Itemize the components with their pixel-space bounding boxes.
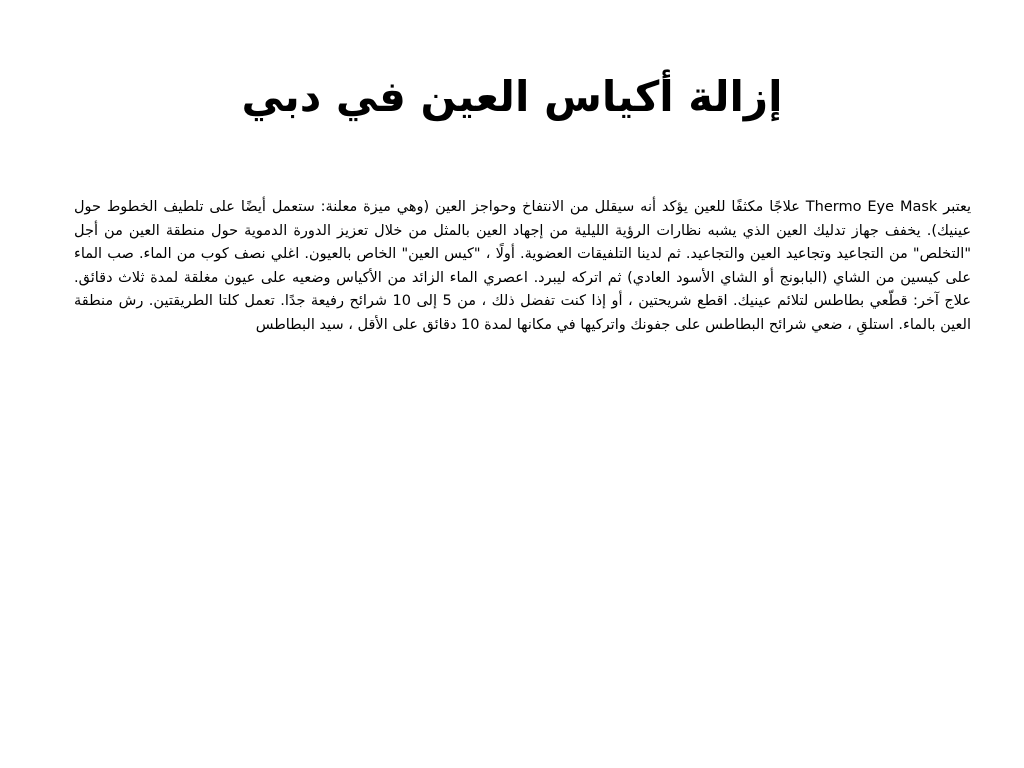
slide-title: إزالة أكياس العين في دبي — [241, 72, 783, 121]
slide-body-text: يعتبر Thermo Eye Mask علاجًا مكثفًا للعين يؤكد أنه سيقلل من الانتفاخ وحواجز العين (وهي ميزة معلنة: ستعمل أيضًا على تلطيف الخطوط حول عينيك). يخفف جهاز تدليك العين الذي يشبه نظارات الرؤية الليلية من إجهاد العين بالمثل من خلال تعزيز الدورة الدموية حول منطقة العين من أجل "التخلص" من التجاعيد وتجاعيد العين والتجاعيد. ثم لدينا التلفيقات العضوية. أولًا ، "كيس العين" الخاص بالعيون. اغلي نصف كوب من الماء. صب الماء على كيسين من الشاي (البابونج أو الشاي الأسود العادي) ثم اتركه ليبرد. اعصري الماء الزائد من الأكياس وضعيه على عيون مغلقة لمدة ثلاث دقائق. علاج آخر: قطّعي بطاطس لتلائم عينيك. اقطع شريحتين ، أو إذا كنت تفضل ذلك ، من 5 إلى 10 شرائح رفيعة جدًا. تعمل كلتا الطريقتين. رش منطقة العين بالماء. استلقِ ، ضعي شرائح البطاطس على جفونك واتركيها في مكانها لمدة 10 دقائق على الأقل ، سيد البطاطس — [74, 199, 971, 333]
